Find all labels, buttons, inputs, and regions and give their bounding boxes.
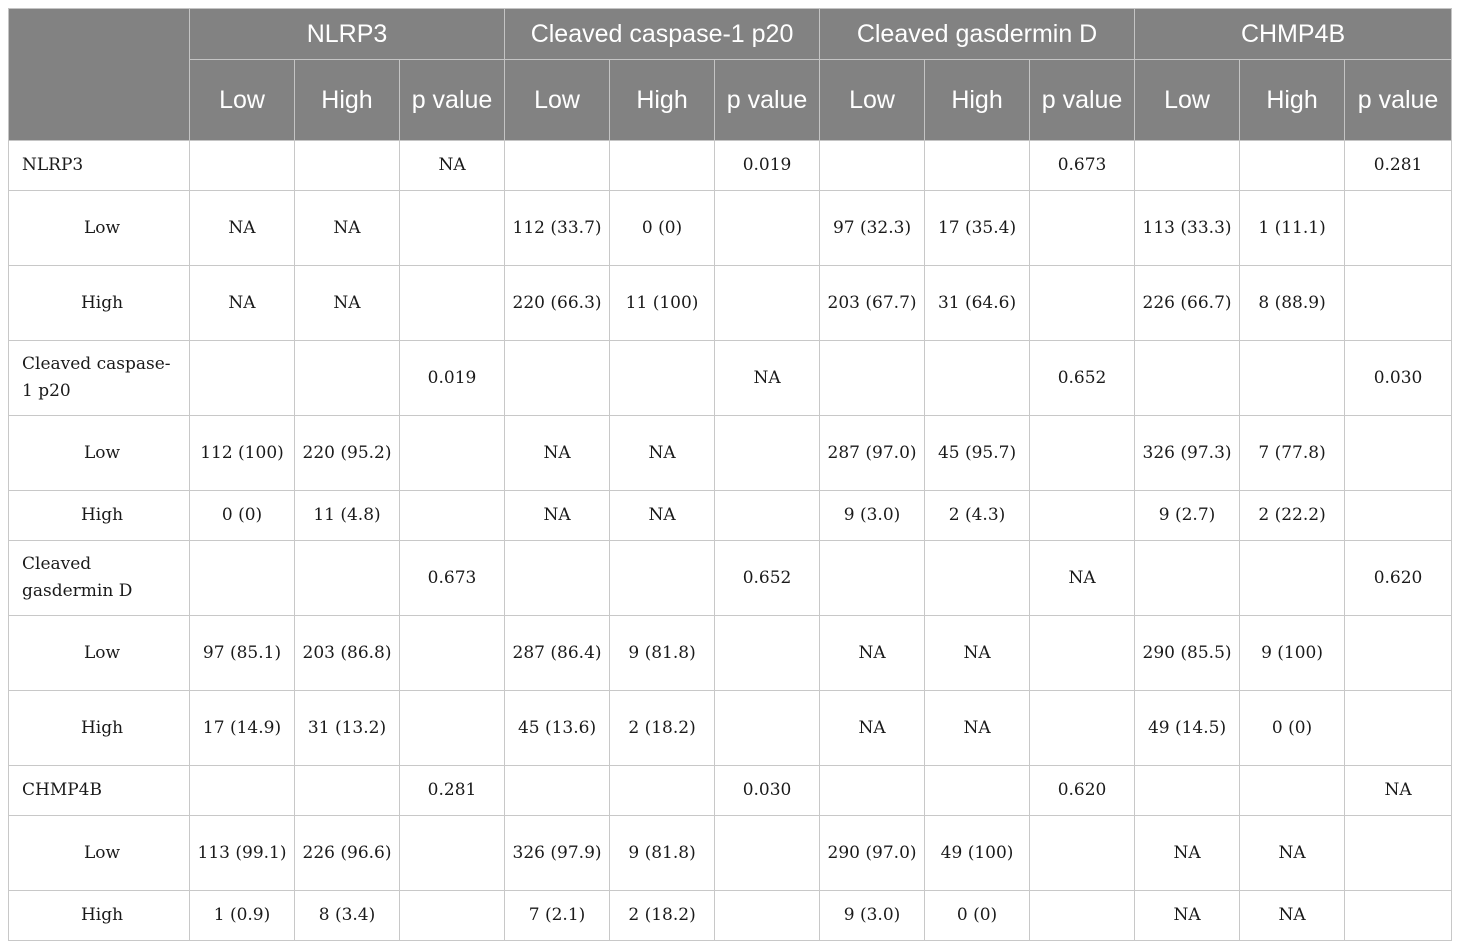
cell-empty xyxy=(505,766,610,816)
cell-value: 0 (0) xyxy=(190,491,295,541)
cell-empty xyxy=(190,766,295,816)
cell-value: 203 (67.7) xyxy=(820,266,925,341)
table-row xyxy=(9,266,1452,341)
cell-value: 9 (3.0) xyxy=(820,891,925,941)
cell-value: 8 (3.4) xyxy=(295,891,400,941)
cell-value: 0 (0) xyxy=(1240,691,1345,766)
cell-value: 326 (97.9) xyxy=(505,816,610,891)
cell-value: 287 (97.0) xyxy=(820,416,925,491)
cell-value: 226 (66.7) xyxy=(1135,266,1240,341)
cell-empty xyxy=(1030,266,1135,341)
cell-empty xyxy=(925,766,1030,816)
cell-empty xyxy=(1345,816,1452,891)
cell-empty xyxy=(505,341,610,416)
subheader-low: Low xyxy=(505,60,610,141)
cell-value: NA xyxy=(1240,816,1345,891)
cell-value: 0 (0) xyxy=(610,191,715,266)
cell-p-value: 0.281 xyxy=(1345,141,1452,191)
cell-value: 9 (81.8) xyxy=(610,816,715,891)
section-row xyxy=(9,766,1452,816)
cell-empty xyxy=(400,691,505,766)
cell-value: NA xyxy=(925,691,1030,766)
cell-empty xyxy=(610,141,715,191)
cell-p-value: 0.281 xyxy=(400,766,505,816)
cell-empty xyxy=(400,191,505,266)
cell-empty xyxy=(715,491,820,541)
cell-value: 0 (0) xyxy=(925,891,1030,941)
row-label: High xyxy=(9,491,190,541)
cell-value: 49 (100) xyxy=(925,816,1030,891)
cell-empty xyxy=(505,541,610,616)
cell-empty xyxy=(1030,191,1135,266)
cell-empty xyxy=(1135,541,1240,616)
cell-value: 2 (4.3) xyxy=(925,491,1030,541)
cell-value: NA xyxy=(820,616,925,691)
cell-empty xyxy=(1240,766,1345,816)
cell-empty xyxy=(1030,416,1135,491)
section-row xyxy=(9,341,1452,416)
cell-empty xyxy=(1240,341,1345,416)
cell-empty xyxy=(400,416,505,491)
subheader-p-value: p value xyxy=(1345,60,1452,141)
cell-empty xyxy=(925,141,1030,191)
row-label: Low xyxy=(9,816,190,891)
subheader-p-value: p value xyxy=(1030,60,1135,141)
header-row-groups xyxy=(9,9,1452,60)
cell-value: 112 (100) xyxy=(190,416,295,491)
cell-empty xyxy=(925,341,1030,416)
subheader-p-value: p value xyxy=(715,60,820,141)
cell-value: 9 (2.7) xyxy=(1135,491,1240,541)
cell-empty xyxy=(1345,266,1452,341)
cell-empty xyxy=(1030,816,1135,891)
cell-empty xyxy=(400,816,505,891)
cell-value: 2 (22.2) xyxy=(1240,491,1345,541)
cell-value: NA xyxy=(925,616,1030,691)
cell-empty xyxy=(610,341,715,416)
subheader-high: High xyxy=(925,60,1030,141)
cell-value: 9 (100) xyxy=(1240,616,1345,691)
cell-value: 11 (100) xyxy=(610,266,715,341)
cell-empty xyxy=(295,141,400,191)
cell-empty xyxy=(1345,891,1452,941)
cell-value: 7 (2.1) xyxy=(505,891,610,941)
cell-empty xyxy=(400,891,505,941)
cell-value: 9 (3.0) xyxy=(820,491,925,541)
cell-p-value: 0.019 xyxy=(400,341,505,416)
subheader-low: Low xyxy=(1135,60,1240,141)
cell-value: NA xyxy=(505,491,610,541)
cell-p-value: NA xyxy=(715,341,820,416)
cell-empty xyxy=(820,766,925,816)
cell-empty xyxy=(400,616,505,691)
cell-value: 2 (18.2) xyxy=(610,891,715,941)
cell-value: 8 (88.9) xyxy=(1240,266,1345,341)
cell-value: 326 (97.3) xyxy=(1135,416,1240,491)
cell-empty xyxy=(1345,691,1452,766)
cell-p-value: 0.673 xyxy=(1030,141,1135,191)
cell-empty xyxy=(1135,341,1240,416)
group-header-caspase: Cleaved caspase-1 p20 xyxy=(505,9,820,60)
section-label: CHMP4B xyxy=(9,766,190,816)
cell-empty xyxy=(1030,891,1135,941)
cell-p-value: 0.673 xyxy=(400,541,505,616)
cell-empty xyxy=(715,191,820,266)
cell-value: 97 (32.3) xyxy=(820,191,925,266)
cell-empty xyxy=(400,491,505,541)
cell-value: NA xyxy=(1135,816,1240,891)
cell-empty xyxy=(1345,616,1452,691)
cell-value: 7 (77.8) xyxy=(1240,416,1345,491)
cell-empty xyxy=(1030,691,1135,766)
cell-empty xyxy=(1345,416,1452,491)
cell-value: 290 (85.5) xyxy=(1135,616,1240,691)
cell-value: 97 (85.1) xyxy=(190,616,295,691)
table-row xyxy=(9,891,1452,941)
cell-empty xyxy=(925,541,1030,616)
row-label: High xyxy=(9,691,190,766)
cell-empty xyxy=(505,141,610,191)
cell-value: 2 (18.2) xyxy=(610,691,715,766)
table-row xyxy=(9,816,1452,891)
table-header xyxy=(9,9,1452,141)
correlation-table xyxy=(8,8,1452,941)
cell-empty xyxy=(1135,141,1240,191)
cell-empty xyxy=(1030,616,1135,691)
cell-empty xyxy=(610,541,715,616)
cell-value: 203 (86.8) xyxy=(295,616,400,691)
cell-value: 1 (0.9) xyxy=(190,891,295,941)
cell-empty xyxy=(715,691,820,766)
subheader-high: High xyxy=(1240,60,1345,141)
cell-value: NA xyxy=(505,416,610,491)
cell-empty xyxy=(820,341,925,416)
cell-empty xyxy=(190,341,295,416)
cell-value: 31 (13.2) xyxy=(295,691,400,766)
cell-empty xyxy=(1345,491,1452,541)
cell-empty xyxy=(1240,141,1345,191)
cell-empty xyxy=(400,266,505,341)
cell-value: 1 (11.1) xyxy=(1240,191,1345,266)
cell-empty xyxy=(190,541,295,616)
section-label: Cleaved gasdermin D xyxy=(9,541,190,616)
cell-value: 11 (4.8) xyxy=(295,491,400,541)
cell-empty xyxy=(715,616,820,691)
subheader-high: High xyxy=(610,60,715,141)
cell-value: NA xyxy=(295,266,400,341)
cell-empty xyxy=(1345,191,1452,266)
cell-p-value: 0.652 xyxy=(715,541,820,616)
cell-value: 49 (14.5) xyxy=(1135,691,1240,766)
cell-p-value: 0.030 xyxy=(1345,341,1452,416)
group-header-chmp4b: CHMP4B xyxy=(1135,9,1452,60)
table-row xyxy=(9,191,1452,266)
cell-empty xyxy=(1030,491,1135,541)
cell-value: NA xyxy=(190,266,295,341)
subheader-high: High xyxy=(295,60,400,141)
table-row xyxy=(9,491,1452,541)
cell-value: 17 (14.9) xyxy=(190,691,295,766)
table-row xyxy=(9,691,1452,766)
cell-empty xyxy=(295,766,400,816)
cell-value: 220 (95.2) xyxy=(295,416,400,491)
cell-empty xyxy=(820,541,925,616)
cell-p-value: 0.030 xyxy=(715,766,820,816)
group-header-nlrp3: NLRP3 xyxy=(190,9,505,60)
cell-value: NA xyxy=(610,416,715,491)
cell-value: 112 (33.7) xyxy=(505,191,610,266)
cell-empty xyxy=(1135,766,1240,816)
cell-value: 220 (66.3) xyxy=(505,266,610,341)
cell-p-value: NA xyxy=(1030,541,1135,616)
corner-cell xyxy=(9,9,190,141)
section-label: NLRP3 xyxy=(9,141,190,191)
table-row xyxy=(9,416,1452,491)
cell-empty xyxy=(190,141,295,191)
cell-value: 287 (86.4) xyxy=(505,616,610,691)
cell-p-value: 0.652 xyxy=(1030,341,1135,416)
table-row xyxy=(9,616,1452,691)
row-label: High xyxy=(9,891,190,941)
cell-p-value: 0.620 xyxy=(1030,766,1135,816)
cell-value: 31 (64.6) xyxy=(925,266,1030,341)
header-row-sub xyxy=(9,60,1452,141)
subheader-low: Low xyxy=(820,60,925,141)
cell-value: 290 (97.0) xyxy=(820,816,925,891)
group-header-gasdermin: Cleaved gasdermin D xyxy=(820,9,1135,60)
cell-p-value: 0.620 xyxy=(1345,541,1452,616)
cell-empty xyxy=(715,816,820,891)
cell-empty xyxy=(1240,541,1345,616)
cell-p-value: 0.019 xyxy=(715,141,820,191)
cell-p-value: NA xyxy=(400,141,505,191)
cell-value: 113 (33.3) xyxy=(1135,191,1240,266)
cell-value: NA xyxy=(1240,891,1345,941)
cell-value: 17 (35.4) xyxy=(925,191,1030,266)
cell-value: NA xyxy=(295,191,400,266)
subheader-low: Low xyxy=(190,60,295,141)
cell-empty xyxy=(610,766,715,816)
cell-value: 226 (96.6) xyxy=(295,816,400,891)
table-body xyxy=(9,141,1452,941)
cell-empty xyxy=(715,266,820,341)
cell-empty xyxy=(295,341,400,416)
section-row xyxy=(9,141,1452,191)
cell-empty xyxy=(820,141,925,191)
section-row xyxy=(9,541,1452,616)
cell-value: NA xyxy=(610,491,715,541)
cell-empty xyxy=(715,416,820,491)
cell-empty xyxy=(295,541,400,616)
cell-value: 45 (95.7) xyxy=(925,416,1030,491)
cell-value: NA xyxy=(820,691,925,766)
cell-p-value: NA xyxy=(1345,766,1452,816)
cell-value: 45 (13.6) xyxy=(505,691,610,766)
cell-value: NA xyxy=(190,191,295,266)
row-label: Low xyxy=(9,191,190,266)
cell-value: NA xyxy=(1135,891,1240,941)
section-label: Cleaved caspase-1 p20 xyxy=(9,341,190,416)
subheader-p-value: p value xyxy=(400,60,505,141)
row-label: Low xyxy=(9,416,190,491)
cell-value: 113 (99.1) xyxy=(190,816,295,891)
cell-value: 9 (81.8) xyxy=(610,616,715,691)
cell-empty xyxy=(715,891,820,941)
row-label: High xyxy=(9,266,190,341)
row-label: Low xyxy=(9,616,190,691)
